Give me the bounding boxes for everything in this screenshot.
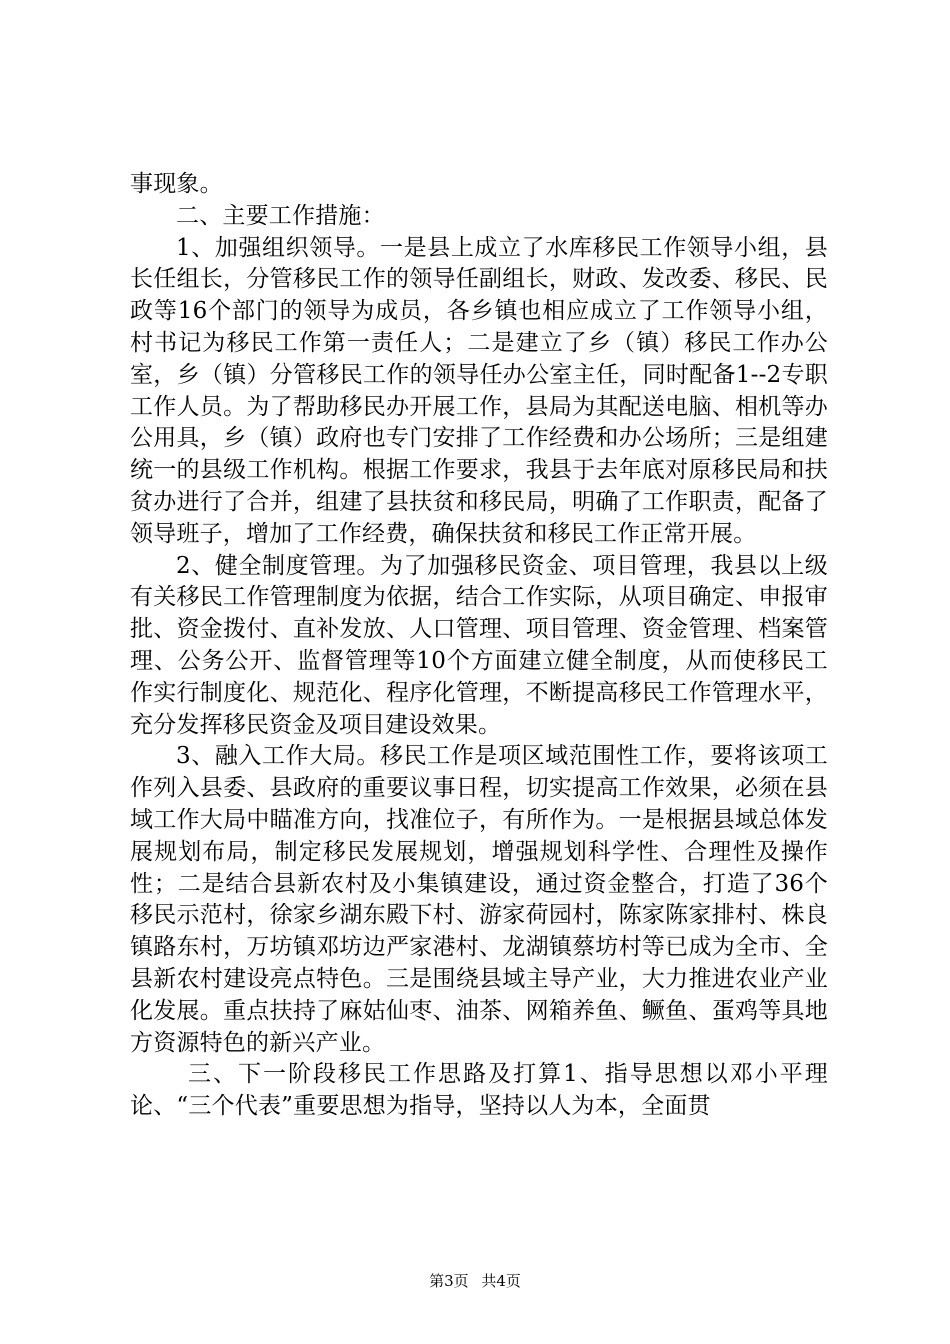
paragraph-continuation: 事现象。 xyxy=(130,171,223,197)
paragraph-next-stage-plan: 三、下一阶段移民工作思路及打算1、指导思想以邓小平理论、“三个代表”重要思想为指导，坚持以人为本，全面贯 xyxy=(130,1061,828,1120)
paragraph-overall-work: 3、融入工作大局。移民工作是项区域范围性工作，要将该项工作列入县委、县政府的重要议事日程，切实提高工作效果，必须在县域工作大局中瞄准方向，找准位子，有所作为。一是根据县域总体发展规划布局，制定移民发展规划，增强规划科学性、合理性及操作性；二是结合县新农村及小集镇建设，通过资金整合，打造了36个移民示范村，徐家乡湖东殿下村、游家荷园村，陈家陈家排村、株良镇路东村，万坊镇邓坊边严家港村、龙湖镇蔡坊村等已成为全市、全县新农村建设亮点特色。三是围绕县域主导产业，大力推进农业产业化发展。重点扶持了麻姑仙枣、油茶、网箱养鱼、鳜鱼、蛋鸡等具地方资源特色的新兴产业。 xyxy=(130,743,828,1056)
section-heading-measures: 二、主要工作措施： xyxy=(176,202,385,229)
document-body xyxy=(130,169,828,1123)
paragraph-system-management: 2、健全制度管理。为了加强移民资金、项目管理，我县以上级有关移民工作管理制度为依据，结合工作实际，从项目确定、申报审批、资金拨付、直补发放、人口管理、项目管理、资金管理、档案管理、公务公开、监督管理等10个方面建立健全制度，从而使移民工作实行制度化、规范化、程序化管理，不断提高移民工作管理水平，充分发挥移民资金及项目建设效果。 xyxy=(130,552,828,738)
paragraph-organization-leadership: 1、加强组织领导。一是县上成立了水库移民工作领导小组，县长任组长，分管移民工作的领导任副组长，财政、发改委、移民、民政等16个部门的领导为成员，各乡镇也相应成立了工作领导小组，村书记为移民工作第一责任人；二是建立了乡（镇）移民工作办公室，乡（镇）分管移民工作的领导任办公室主任，同时配备1--2专职工作人员。为了帮助移民办开展工作，县局为其配送电脑、相机等办公用具，乡（镇）政府也专门安排了工作经费和办公场所；三是组建统一的县级工作机构。根据工作要求，我县于去年底对原移民局和扶贫办进行了合并，组建了县扶贫和移民局，明确了工作职责，配备了领导班子，增加了工作经费，确保扶贫和移民工作正常开展。 xyxy=(130,234,828,547)
page-footer xyxy=(0,1270,950,1291)
page-number: 第3页 xyxy=(429,1272,469,1290)
page-total: 共4页 xyxy=(481,1272,521,1290)
